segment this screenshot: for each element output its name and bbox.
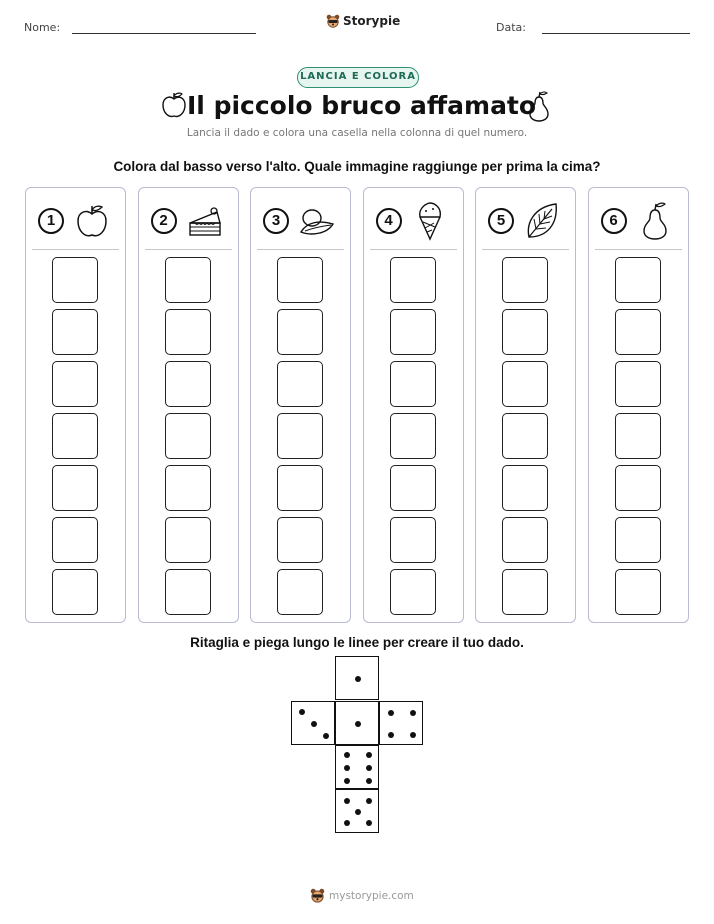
color-box[interactable] (52, 413, 98, 459)
column-number: 2 (151, 208, 177, 234)
color-box[interactable] (615, 361, 661, 407)
color-box[interactable] (52, 517, 98, 563)
dice-pip (355, 721, 361, 727)
color-box[interactable] (615, 569, 661, 615)
cake-slice-icon (185, 200, 225, 242)
dice-face-6 (335, 745, 379, 789)
color-box[interactable] (165, 569, 211, 615)
color-box[interactable] (615, 413, 661, 459)
column-2 (138, 187, 239, 623)
dice-face-4 (379, 701, 423, 745)
color-box[interactable] (52, 569, 98, 615)
dice-net (290, 656, 424, 834)
column-number: 4 (376, 208, 402, 234)
page-subtitle: Lancia il dado e colora una casella nella colonna di quel numero. (186, 127, 528, 139)
color-box[interactable] (165, 361, 211, 407)
activity-badge: LANCIA E COLORA (297, 67, 419, 88)
bear-icon (326, 14, 340, 28)
dice-face-5 (335, 789, 379, 833)
color-box[interactable] (502, 257, 548, 303)
dice-pip (388, 732, 394, 738)
dice-pip (410, 710, 416, 716)
column-5 (475, 187, 576, 623)
color-box[interactable] (165, 257, 211, 303)
column-number: 6 (601, 208, 627, 234)
name-line[interactable] (72, 33, 256, 34)
color-box[interactable] (52, 309, 98, 355)
color-box[interactable] (277, 569, 323, 615)
dice-pip (311, 721, 317, 727)
dice-pip (344, 752, 350, 758)
column-divider (482, 249, 569, 250)
dice-pip (366, 820, 372, 826)
color-box[interactable] (52, 361, 98, 407)
apple-icon (161, 90, 187, 120)
column-number: 3 (263, 208, 289, 234)
column-number: 1 (38, 208, 64, 234)
dice-pip (355, 676, 361, 682)
dice-pip (366, 752, 372, 758)
column-divider (145, 249, 232, 250)
color-box[interactable] (165, 517, 211, 563)
plum-icon (297, 200, 337, 242)
dice-pip (344, 820, 350, 826)
date-label: Data: (496, 21, 526, 34)
dice-instruction: Ritaglia e piega lungo le linee per creare il tuo dado. (190, 635, 524, 650)
pear-icon (635, 200, 675, 242)
column-divider (257, 249, 344, 250)
color-box[interactable] (277, 465, 323, 511)
column-6 (588, 187, 689, 623)
footer (310, 888, 414, 903)
color-box[interactable] (615, 309, 661, 355)
dice-pip (366, 778, 372, 784)
color-box[interactable] (277, 413, 323, 459)
dice-pip (355, 809, 361, 815)
dice-face-1 (335, 656, 379, 700)
color-box[interactable] (390, 569, 436, 615)
dice-pip (388, 710, 394, 716)
ice-cream-icon (410, 200, 450, 242)
column-divider (32, 249, 119, 250)
color-box[interactable] (615, 257, 661, 303)
footer-url: mystorypie.com (329, 889, 414, 902)
dice-face-3 (291, 701, 335, 745)
brand-name: Storypie (343, 14, 401, 28)
date-line[interactable] (542, 33, 690, 34)
color-box[interactable] (502, 569, 548, 615)
color-box[interactable] (390, 257, 436, 303)
dice-pip (323, 733, 329, 739)
name-label: Nome: (24, 21, 61, 34)
color-box[interactable] (165, 465, 211, 511)
color-box[interactable] (277, 517, 323, 563)
color-box[interactable] (277, 309, 323, 355)
dice-pip (366, 798, 372, 804)
page-title: Il piccolo bruco affamato (187, 91, 537, 120)
color-box[interactable] (165, 309, 211, 355)
color-box[interactable] (390, 465, 436, 511)
dice-pip (344, 765, 350, 771)
column-divider (370, 249, 457, 250)
brand-logo (326, 14, 400, 28)
column-3 (250, 187, 351, 623)
color-box[interactable] (615, 465, 661, 511)
column-1 (25, 187, 126, 623)
color-box[interactable] (52, 257, 98, 303)
color-box[interactable] (502, 517, 548, 563)
color-box[interactable] (277, 361, 323, 407)
dice-pip (410, 732, 416, 738)
color-box[interactable] (52, 465, 98, 511)
column-4 (363, 187, 464, 623)
color-box[interactable] (390, 309, 436, 355)
pear-icon (526, 90, 552, 122)
leaf-icon (522, 200, 562, 242)
column-divider (595, 249, 682, 250)
color-box[interactable] (165, 413, 211, 459)
bear-icon (310, 888, 325, 903)
apple-icon (72, 200, 112, 242)
dice-pip (366, 765, 372, 771)
color-box[interactable] (502, 465, 548, 511)
color-box[interactable] (502, 361, 548, 407)
color-box[interactable] (390, 413, 436, 459)
color-box[interactable] (615, 517, 661, 563)
color-box[interactable] (502, 413, 548, 459)
dice-face-1 (335, 701, 379, 745)
column-number: 5 (488, 208, 514, 234)
color-box[interactable] (277, 257, 323, 303)
color-box[interactable] (390, 361, 436, 407)
dice-pip (344, 778, 350, 784)
coloring-instruction: Colora dal basso verso l'alto. Quale immagine raggiunge per prima la cima? (113, 159, 601, 174)
dice-pip (344, 798, 350, 804)
color-box[interactable] (502, 309, 548, 355)
dice-pip (299, 709, 305, 715)
color-box[interactable] (390, 517, 436, 563)
